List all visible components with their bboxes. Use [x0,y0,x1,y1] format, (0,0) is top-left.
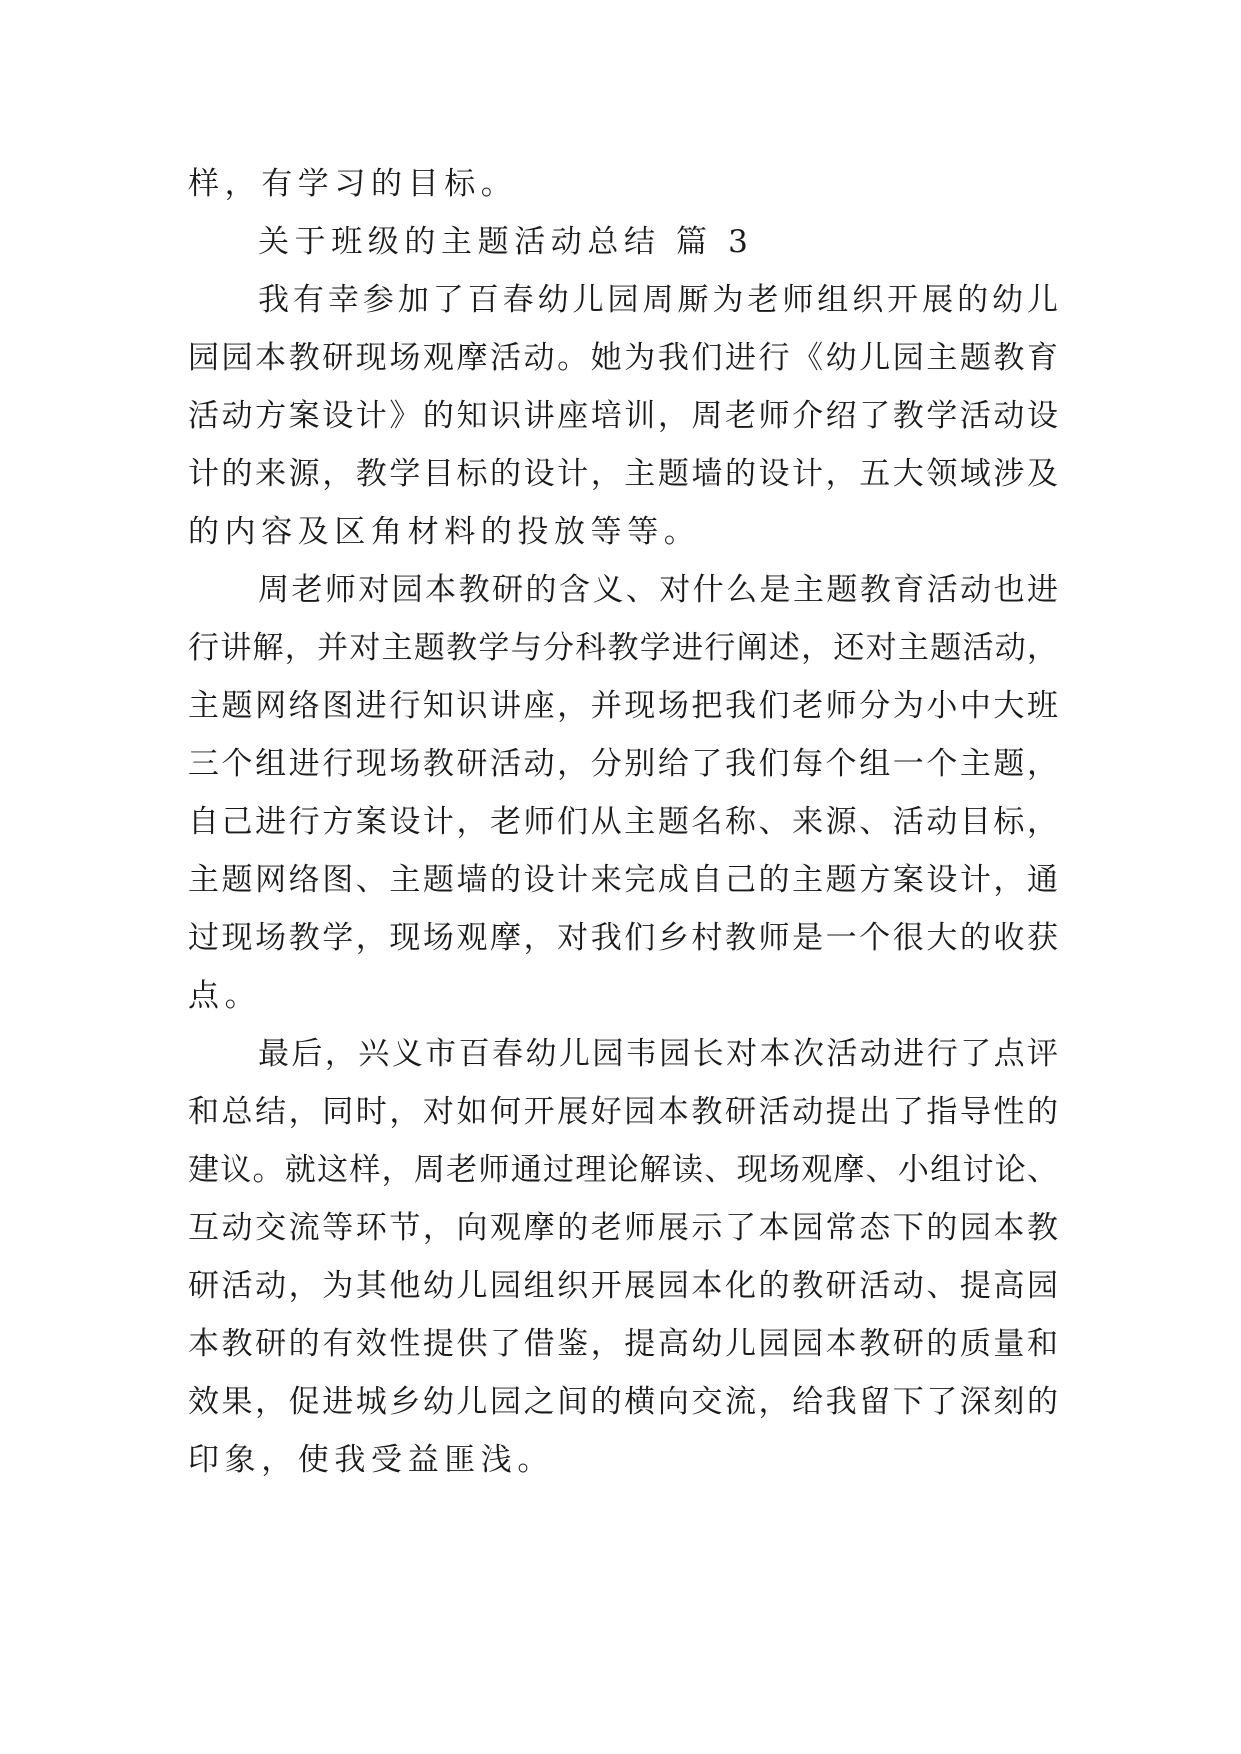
paragraph-line: 最后，兴义市百春幼儿园韦园长对本次活动进行了点评 [258,1036,1058,1072]
paragraph-line: 过现场教学，现场观摩，对我们乡村教师是一个很大的收获 [188,920,1058,956]
paragraph-line: 研活动，为其他幼儿园组织开展园本化的教研活动、提高园 [188,1268,1058,1304]
paragraph-line: 互动交流等环节，向观摩的老师展示了本园常态下的园本教 [188,1210,1058,1246]
paragraph-line: 建议。就这样，周老师通过理论解读、现场观摩、小组讨论、 [188,1152,1058,1188]
paragraph-line: 主题网络图、主题墙的设计来完成自己的主题方案设计，通 [188,862,1058,898]
paragraph-line: 行讲解，并对主题教学与分科教学进行阐述，还对主题活动， [188,630,1058,666]
section-title: 关于班级的主题活动总结 篇 3 [258,224,754,260]
document-body [188,155,1058,1489]
paragraph-line: 我有幸参加了百春幼儿园周厮为老师组织开展的幼儿 [258,282,1058,318]
paragraph-line: 活动方案设计》的知识讲座培训，周老师介绍了教学活动设 [188,398,1058,434]
paragraph-line: 效果，促进城乡幼儿园之间的横向交流，给我留下了深刻的 [188,1384,1058,1420]
paragraph-line: 计的来源，教学目标的设计，主题墙的设计，五大领域涉及 [188,456,1058,492]
paragraph-line: 印象，使我受益匪浅。 [188,1442,554,1478]
paragraph-line: 主题网络图进行知识讲座，并现场把我们老师分为小中大班 [188,688,1058,724]
paragraph-line: 和总结，同时，对如何开展好园本教研活动提出了指导性的 [188,1094,1058,1130]
continuation-line: 样，有学习的目标。 [188,166,518,202]
paragraph-line: 园园本教研现场观摩活动。她为我们进行《幼儿园主题教育 [188,340,1058,376]
paragraph-line: 点。 [188,978,262,1014]
paragraph-2 [188,561,1058,1025]
paragraph-line: 本教研的有效性提供了借鉴，提高幼儿园园本教研的质量和 [188,1326,1058,1362]
paragraph-line: 周老师对园本教研的含义、对什么是主题教育活动也进 [258,572,1058,608]
paragraph-line: 的内容及区角材料的投放等等。 [188,514,701,550]
paragraph-line: 三个组进行现场教研活动，分别给了我们每个组一个主题， [188,746,1058,782]
paragraph-line: 自己进行方案设计，老师们从主题名称、来源、活动目标， [188,804,1058,840]
paragraph-1 [188,271,1058,561]
paragraph-3 [188,1025,1058,1489]
